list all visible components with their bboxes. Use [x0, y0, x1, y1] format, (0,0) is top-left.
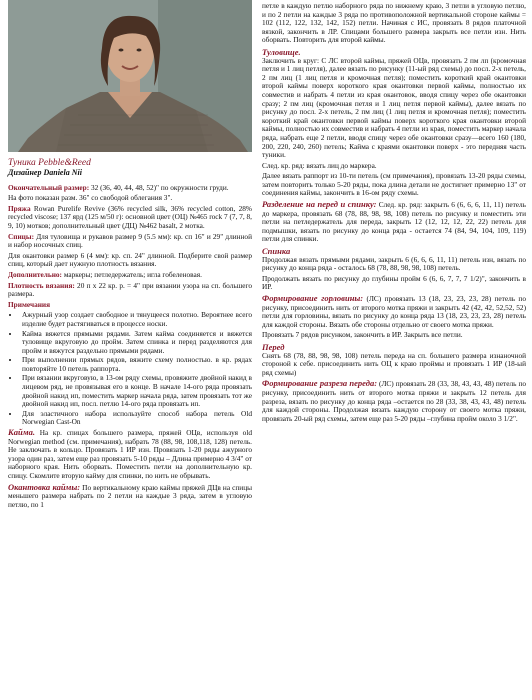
note-item: • При вязании вкруговую, в 13-ом ряду схемы, провяжите двойной накид в лицевом ряд, не провязывая его в конце. В начале 14-ого ряда провязать двойной накид ип, поместить маркер начала ряда, затем провязать тот же двойной накид ип, посл. петлю 14-ого ряда провязать ип. [20, 374, 252, 408]
size-label: Окончательный размер: [8, 182, 90, 192]
note-item: • Ажурный узор создает свободное и тянущееся полотно. Вероятнее всего изделие будет растягиваться в процессе носки. [20, 311, 252, 328]
model-photo [8, 0, 252, 152]
split-paragraph [262, 200, 526, 244]
split-text: След. кр. ряд: закрыть 6 (6, 6, 6, 11, 11) петель до маркера, провязать 68 (78, 88, 98, 98, 108) петель по рисунку и поместить эти петли на петледержатель для переда, закрыть 12 (12, 12, 12, 22, 22) петель для подмышки, вязать по рисунку до конца ряда - остается 74 (84, 94, 104, 109, 119) петли для спинки. [262, 200, 526, 244]
note-item: • Кайма вяжется прямыми рядами. Затем кайма соединяется и вяжется туловище вкруговую до пройм. Затем спинка и перед разделяются для пройм и вяжутся раздельно прямыми рядами. [20, 330, 252, 356]
note-item: • Для эластичного набора используйте способ набора петель Old Norwegian Cast-On [20, 410, 252, 427]
neck-heading: Формирование горловины: [262, 293, 364, 303]
rapport-text: Далее вязать раппорт из 10-ти петель (см примечания), провязать 13-20 ряды схемы, затем повторить только 5-20 ряды, пока длина детали не достигнет примерно 13" от соединения каймы, закончить в 16-ом ряду схемы. [262, 171, 526, 198]
okant-heading: Окантовка каймы: [8, 481, 81, 492]
gauge-label: Плотность вязания: [8, 280, 75, 290]
intro-text: петле в каждую петлю наборного ряда по нижнему краю, 3 петли в угловую петлю, и по 2 петли на каждые 3 ряда по противоположной вертикальной стороне каймы = 102 (112, 122, 132, 142, 152) петли. Начиная с ИС, провязать 8 рядов платочной вязкой, закончить в ЛР. Спицами большего размера закрыть все петли изн. Нить оборвать. Повторить для второй каймы. [262, 1, 526, 45]
yarn-paragraph [8, 205, 252, 231]
edging-needles-text: Для окантовки размер 6 (4 мм): кр. сп. 24" длинной. Подберите свой размер спиц, который дает нужную плотность вязания. [8, 250, 252, 269]
pattern-title: Туника Pebble&Reed [8, 158, 91, 168]
front-neck-heading: Формирование разреза переда: [262, 378, 378, 389]
body-heading: Туловище. [262, 46, 301, 57]
kaima-heading: Кайма. [8, 427, 35, 438]
extra-label: Дополнительно: [8, 269, 62, 279]
front-neck-paragraph [262, 379, 526, 423]
model-photo-illustration [8, 0, 252, 152]
neck-text: (ЛС) провязать 13 (18, 23, 23, 23, 28) петель по рисунку, присоединить нить от второго мотка пряжи и закрыть 42 (42, 42, 52,52, 52) петли для горловины, вязать по рисунку до конца ряда 13 (18, 23, 23, 23, 28) петель для каждой стороны. Вязать обе стороны отдельно от своего мотка пряжи. [262, 294, 526, 329]
note-item: • При выполнении прямых рядов, вяжите схему полностью. в кр. рядах повторяйте 10 петель раппорта. [20, 356, 252, 373]
neck-paragraph [262, 294, 526, 329]
front-text: Снять 68 (78, 88, 98, 98, 108) петель переда на сп. большего размера изнаночной стороной к себе. присоединить нить ОЦ к краю проймы и провязать 1 ИР (18-ый ряд схемы) [262, 350, 526, 377]
left-column [8, 0, 252, 511]
right-column [262, 2, 526, 425]
notes-list [8, 311, 252, 427]
extra-paragraph [8, 271, 252, 280]
photo-note: На фото показан разм. 36" со свободой облегания 3". [8, 193, 173, 203]
designer-name: Дизайнер Daniela Nii [8, 168, 82, 177]
needles-label: Спицы: [8, 231, 35, 241]
front-neck-text: (ЛС) провязать 28 (33, 38, 43, 43, 48) петель по рисунку, присоединить нить от второго мотка пряжи и закрыть 12 петель для разреза, вязать по рисунку до конца ряда –остается по 28 (33, 38, 43, 43, 48) петель для каждой стороны. Продолжая вязать каждую сторону от своего мотка пряжи, провязать 20-ый ряд схемы, затем еще раз 5-20 ряды –глубина пройм около 3 1/2". [262, 379, 526, 423]
yarn-text: Rowan Purelife Revive (36% recycled silk, 36% recycled cotton, 28% recycled viscose; 137 ярд (125 м/50 г): основной цвет (ОЦ) №465 rock 7 (7, 7, 8, 9, 10) мотков; дополнительный цвет (ДЦ) №462 basalt, 2 мотка. [8, 203, 252, 230]
back-heading: Спинка [262, 246, 291, 257]
back-text-1: Продолжая вязать прямыми рядами, закрыть 6 (6, 6, 6, 11, 11) петель изн, вязать по рисунку до конца ряда - осталось 68 (78, 88, 98, 98, 108) петель. [262, 254, 526, 273]
gauge-text: 20 п х 22 кр. р. = 4" при вязании узора на сп. большего размера. [8, 280, 252, 299]
notes-heading: Примечания [8, 299, 51, 309]
front-heading: Перед [262, 341, 285, 352]
okant-paragraph [8, 483, 252, 510]
needles-paragraph [8, 233, 252, 250]
split-heading: Разделение на перед и спинку: [262, 199, 377, 210]
size-text: 32 (36, 40, 44, 48, 52)" по окружности груди. [89, 182, 229, 192]
needles-text: Для туловища и рукавов размер 9 (5.5 мм): кр. сп 16" и 29" длинной и набор носочных спиц. [8, 231, 252, 250]
gauge-paragraph [8, 282, 252, 299]
kaima-text: На кр. спицах большего размера, пряжей ОЦв, используя old Norwegian method (см. примечания), набрать 78 (88, 98, 108,118, 128) петель. Не заключать в кольцо. Провязать 1 ИР изн. Провязать 1-20 ряды ажурного узора один раз, затем еще раз провязать 5-10 ряды – Длина примерно 4 3/4" от наборного края. Нить оборвать. Поместить петли на дополнительную кр. спицу. Скомлите вторую кайму для спинки, по нить не обрывать. [8, 428, 252, 480]
kaima-paragraph [8, 428, 252, 481]
back-text-2: Продолжать вязать по рисунку до глубины пройм 6 (6, 6, 7, 7, 7 1/2)", закончить в ИР. [262, 273, 526, 292]
extra-text: маркеры; петледержатель; игла гобеленовая. [62, 269, 202, 279]
size-paragraph [8, 184, 252, 193]
yarn-label: Пряжа [8, 203, 31, 213]
neck-end-text: Провязать 7 рядов рисунком, закончить в ИР. Закрыть все петли. [262, 330, 463, 340]
okant-text: По вертикальному краю каймы пряжей ДЦв на спицы меньшего размера набрать по 2 петли на каждые 3 ряда, затем в угловую петлю, по 1 [8, 482, 252, 509]
next-row-text: След. кр. ряд: вязать лиц до маркера. [262, 160, 377, 170]
body-text: Заключить в круг: С ЛС второй каймы, пряжей ОЦв, провязать 2 пм лп (кромочная петля и 1 лиц петля), далее вязать по рисунку (11-ый ряд схемы) до посл. 2-х петель, 2 пм лиц (1 лиц петля и кромочная петля); поместить короткий край окантовки второй каймы поверх короткого края окантовки первой каймы, полностью их совместив и набрать 4 петли из края окантовок, вводя спицу через обе окантовки сразу; 2 пм лиц (кромочная петля и 1 лиц петля первой каймы), далее вязать по рисунку до посл. 2-х петель, 2 пм лиц (1 лиц петля и кромочная петля); поместить короткий край окантовки первой каймы поверх короткого края окантовки второй каймы, полностью их совместив и набрать 4 петли из края, поместить маркер начала ряда, набрать еще 2 петли, вводя спицу через обе окантовки сразу—всего 160 (180, 200, 220, 240, 260) петель; Кайма с краями окантовки поверх - это передняя часть туники. [262, 55, 526, 160]
